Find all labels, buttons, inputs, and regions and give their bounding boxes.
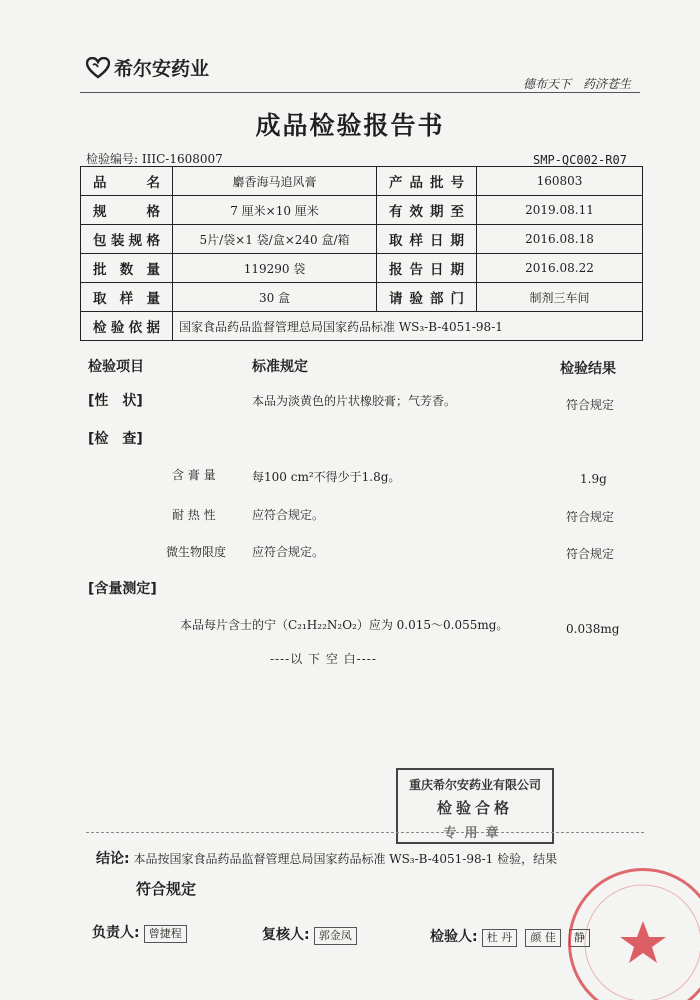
inspector-name-seal: 杜 丹 (482, 929, 518, 947)
company-logo (86, 54, 209, 81)
conclusion-divider (86, 832, 644, 834)
sampling-date-value: 2016.08.18 (477, 225, 643, 254)
batch-qty-value: 119290 袋 (173, 254, 377, 283)
table-row (81, 312, 643, 341)
company-logo-text: 希尔安药业 (114, 58, 210, 80)
batch-no-label: 产品批号 (377, 167, 477, 196)
conclusion-verdict: 符合规定 (136, 880, 197, 898)
red-seal-clip (560, 860, 700, 1000)
assay-result: 0.038mg (566, 622, 620, 636)
document-code: SMP-QC002-R07 (533, 153, 627, 167)
assay-section-label: [含量测定] (88, 581, 157, 597)
reviewer-label: 复核人: (262, 927, 310, 943)
inspector-name-seal: 静 (569, 929, 590, 947)
inspection-number-value: IIIC-1608007 (141, 152, 223, 166)
sample-qty-label: 取 样 量 (81, 283, 173, 312)
table-row (81, 167, 643, 196)
star-icon (620, 921, 666, 963)
content-result: 1.9g (580, 472, 607, 486)
product-info-table (80, 166, 643, 341)
inspection-number (86, 150, 223, 167)
red-seal-graphic (571, 871, 700, 1000)
package-label: 包装规格 (81, 225, 173, 254)
table-row (81, 254, 643, 283)
heat-label: 耐 热 性 (172, 508, 216, 522)
conclusion-line (96, 848, 557, 868)
inspector-name-seal: 颜 佳 (525, 929, 561, 947)
table-row (81, 283, 643, 312)
micro-standard: 应符合规定。 (252, 545, 325, 559)
spec-label: 规 格 (81, 196, 173, 225)
inspector-label: 检验人: (430, 929, 478, 945)
basis-value: 国家食品药品监督管理总局国家药品标准 WS₃-B-4051-98-1 (173, 312, 643, 341)
heat-standard: 应符合规定。 (252, 508, 325, 522)
col-standard-header: 标准规定 (252, 359, 308, 375)
header-divider (80, 92, 640, 93)
inspection-number-label: 检验编号: (86, 152, 139, 166)
package-value: 5片/袋×1 袋/盒×240 盒/箱 (173, 225, 377, 254)
appearance-result: 符合规定 (566, 398, 615, 412)
product-name-label: 品 名 (81, 167, 173, 196)
report-date-label: 报告日期 (377, 254, 477, 283)
qc-stamp-line2: 检验合格 (436, 799, 513, 817)
report-date-value: 2016.08.22 (477, 254, 643, 283)
basis-label: 检验依据 (81, 312, 173, 341)
product-name-value: 麝香海马追风膏 (173, 167, 377, 196)
company-slogan: 德布天下 药济苍生 (523, 77, 632, 91)
appearance-standard: 本品为淡黄色的片状橡胶膏；气芳香。 (252, 394, 457, 408)
check-section-label: [检 查] (88, 431, 143, 447)
dept-label: 请验部门 (377, 283, 477, 312)
col-result-header: 检验结果 (560, 361, 616, 377)
blank-note: ----以 下 空 白---- (270, 652, 377, 666)
content-label: 含 膏 量 (172, 468, 216, 482)
report-title: 成品检验报告书 (255, 111, 445, 140)
batch-no-value: 160803 (477, 167, 643, 196)
responsible-signature (92, 922, 191, 943)
table-row (81, 225, 643, 254)
batch-qty-label: 批 数 量 (81, 254, 173, 283)
qc-stamp-line3: 专用章 (443, 826, 507, 841)
table-row (81, 196, 643, 225)
dept-value: 制剂三车间 (477, 283, 643, 312)
responsible-name-seal: 曾捷程 (144, 925, 187, 943)
heat-result: 符合规定 (566, 510, 615, 524)
appearance-section-label: [性 状] (88, 393, 143, 409)
content-standard: 每100 cm²不得少于1.8g。 (252, 470, 401, 484)
reviewer-signature (262, 924, 361, 945)
expiry-label: 有效期至 (377, 196, 477, 225)
spec-value: 7 厘米×10 厘米 (173, 196, 377, 225)
conclusion-text: 本品按国家食品药品监督管理总局国家药品标准 WS₃-B-4051-98-1 检验，结果 (133, 852, 558, 866)
qc-stamp-company: 重庆希尔安药业有限公司 (408, 778, 541, 792)
assay-standard: 本品每片含士的宁（C₂₁H₂₂N₂O₂）应为 0.015～0.055mg。 (180, 618, 509, 632)
reviewer-name-seal: 郭金凤 (314, 927, 357, 945)
micro-label: 微生物限度 (166, 545, 227, 559)
red-company-seal (568, 868, 700, 1000)
sampling-date-label: 取样日期 (377, 225, 477, 254)
conclusion-label: 结论: (96, 851, 130, 867)
sample-qty-value: 30 盒 (173, 283, 377, 312)
micro-result: 符合规定 (566, 547, 615, 561)
heart-logo-icon (86, 57, 110, 79)
expiry-value: 2019.08.11 (477, 196, 643, 225)
responsible-label: 负责人: (92, 925, 140, 941)
col-item-header: 检验项目 (88, 359, 144, 375)
